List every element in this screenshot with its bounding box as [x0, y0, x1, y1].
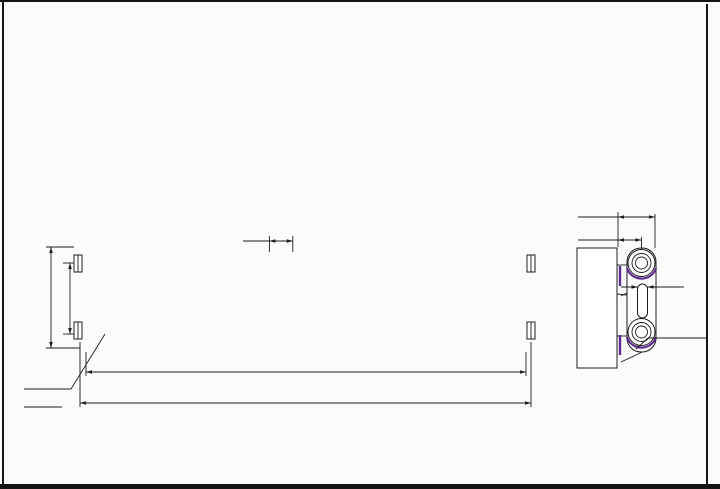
left-bottom-bushing [74, 322, 82, 339]
left-top-bushing [74, 255, 82, 272]
radiator-front-view [24, 236, 535, 407]
dim-pitch [243, 236, 293, 252]
dim-run [86, 352, 526, 376]
right-top-bushing [527, 255, 535, 272]
callout-leader-line [71, 334, 105, 389]
block-flow-callout [24, 334, 105, 407]
dim-port-spacing [63, 263, 74, 334]
column-slot [638, 284, 648, 318]
right-bottom-bushing [527, 322, 535, 339]
dim-offset-front [578, 212, 655, 248]
bottom-port [628, 319, 655, 346]
dim-overall [80, 342, 531, 407]
radiator-side-view [577, 212, 706, 368]
top-port [628, 250, 655, 277]
wall-section [577, 248, 617, 368]
